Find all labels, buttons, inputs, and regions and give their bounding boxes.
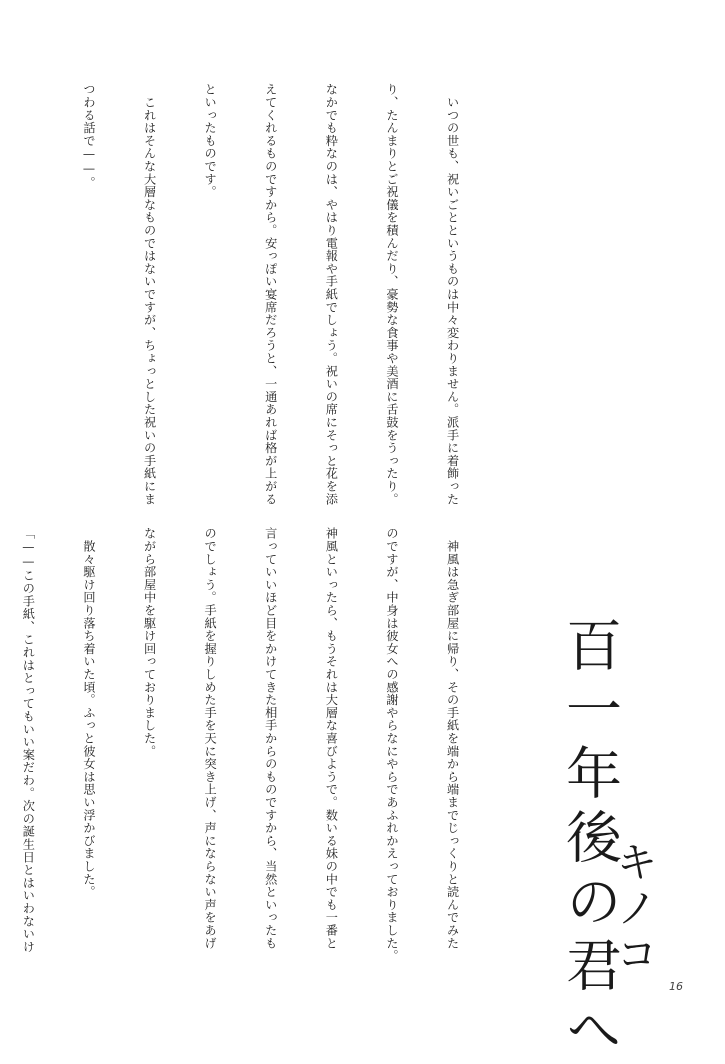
text-line: なかでも粋なのは、やはり電報や手紙でしょう。祝いの席にそっと花を添 bbox=[324, 83, 339, 506]
story-title: 百一年後の君へ bbox=[557, 616, 622, 1064]
text-line: り、たんまりとご祝儀を積んだり、豪勢な食事や美酒に舌鼓をうったり。 bbox=[384, 83, 399, 506]
text-line: といったものです。 bbox=[203, 83, 218, 199]
blank-line bbox=[18, 83, 38, 513]
author-name: キノコ bbox=[610, 840, 659, 978]
text-line: 神風は急ぎ部屋に帰り、その手紙を端から端までじっくりと読んでみた bbox=[445, 527, 460, 950]
text-line: のでしょう。手紙を握りしめた手を天に突き上げ、声にならない声をあげ bbox=[203, 527, 218, 950]
page-number: 16 bbox=[669, 980, 683, 993]
text-line: 「——この手紙、これはとってもいい案だわ。次の誕生日とはいわないけ bbox=[21, 527, 36, 953]
text-line: えてくれるものですから。安っぽい宴席だろうと、一通あれば格が上がる bbox=[263, 83, 278, 506]
upper-text-block bbox=[81, 83, 503, 513]
text-line: これはそんな大層なものではないですが、ちょっとした祝いの手紙にま bbox=[142, 83, 157, 506]
text-line: つわる話で——。 bbox=[81, 83, 96, 189]
lower-text-block bbox=[21, 527, 503, 963]
text-line: いつの世も、祝いごとというものは中々変わりません。派手に着飾った bbox=[445, 83, 460, 506]
text-line: 散々駆け回り落ち着いた頃。ふっと彼女は思い浮かびました。 bbox=[81, 527, 96, 899]
text-line: 神風といったら、もうそれは大層な喜びようで。数いる妹の中でも一番と bbox=[324, 527, 339, 950]
text-line: 言っていいほど目をかけてきた相手からのものですから、当然といったも bbox=[263, 527, 278, 950]
text-line: ながら部屋中を駆け回っておりました。 bbox=[142, 527, 157, 758]
text-line: のですが、中身は彼女への感謝やらなにやらであふれかえっておりました。 bbox=[384, 527, 399, 963]
